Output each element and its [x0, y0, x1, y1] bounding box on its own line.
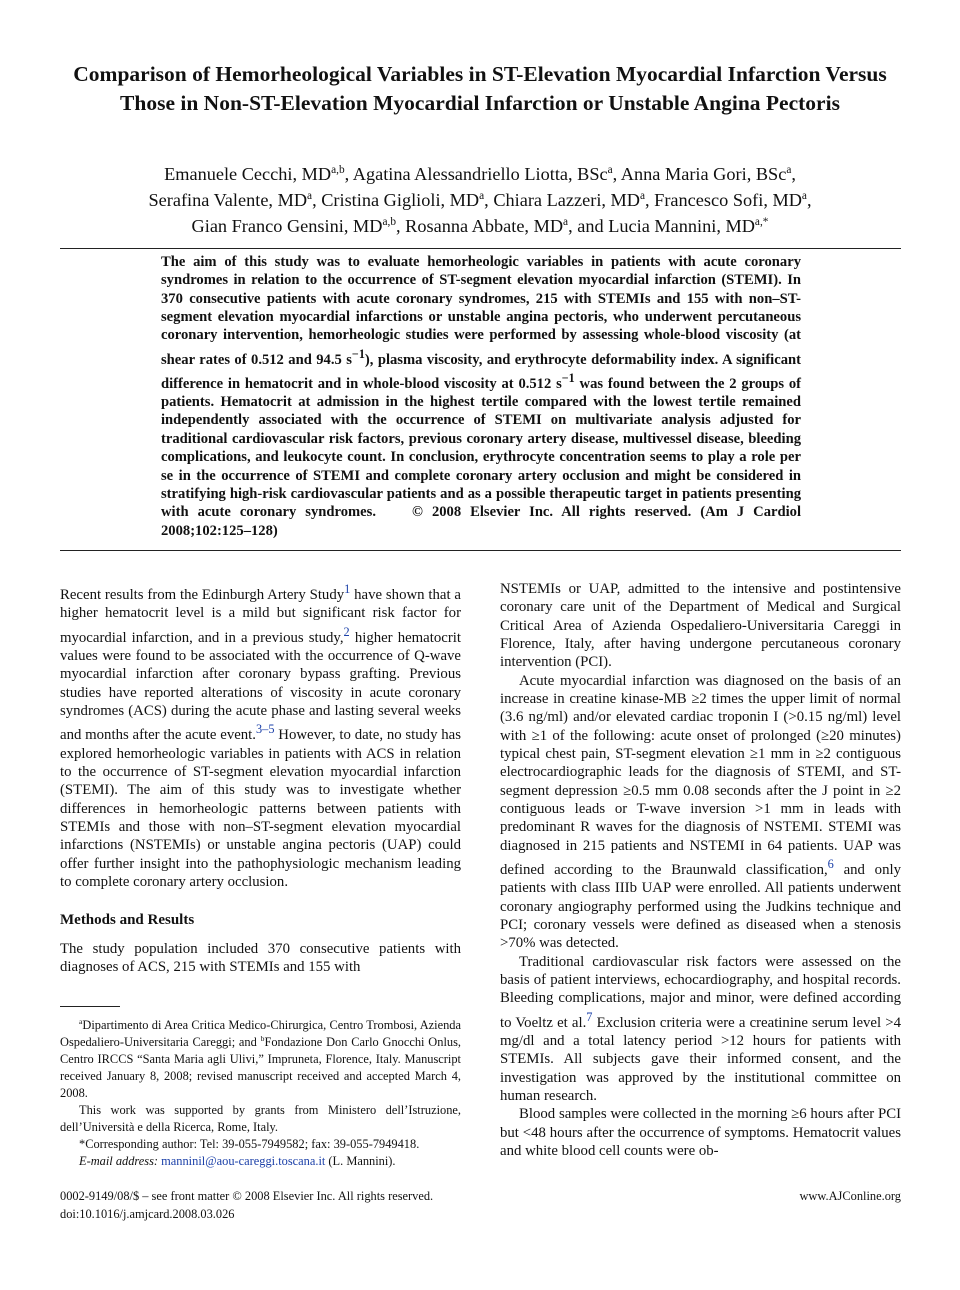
footnotes [60, 1017, 461, 1170]
email-note: E-mail address: manninil@aou-careggi.toscana.it (L. Mannini). [79, 1154, 396, 1168]
reference-link[interactable]: 6 [827, 857, 834, 872]
author: Gian Franco Gensini, MD$^{a,b}$, [191, 215, 406, 236]
doi-line: doi:10.1016/j.amjcard.2008.03.026 [60, 1207, 235, 1221]
author: Chiara Lazzeri, $MD^a$, [493, 189, 655, 210]
corresponding-author-note: *Corresponding author: Tel: 39-055-7949582; fax: 39-055-7949418. [79, 1137, 420, 1151]
author-list [60, 161, 900, 239]
body-paragraph: NSTEMIs or UAP, admitted to the intensive and postintensive coronary care unit of the Department of Medical and Surgical Critical Area of Azienda Ospedaliero-Universitaria Careggi in Florence, Italy, after having undergone percutaneous coronary intervention (PCI). [500, 581, 901, 671]
footer-website[interactable]: www.AJConline.org [799, 1189, 901, 1203]
abstract: The aim of this study was to evaluate hemorheologic variables in patients with acute coronary syndromes in relation to the occurrence of ST-segment elevation myocardial infarction (STEMI). In 370 consecutive patients with acute coronary syndromes, 215 with STEMIs and 155 with non–ST-segment elevation myocardial infarctions or unstable angina pectoris, who underwent percutaneous coronary intervention, hemorheologic studies were performed by assessing whole-blood viscosity (at shear rates of 0.512 and 94.5 $s^{-1}$), plasma viscosity, and erythrocyte deformability index. A significant difference in hematocrit and in whole-blood viscosity at 0.512 $s^{-1}$ was found between the 2 groups of patients. Hematocrit at admission in the highest tertile compared with the lowest tertile remained independently associated with the occurrence of STEMI on multivariate analysis adjusted for traditional cardiovascular risk factors, previous coronary artery disease, multivessel disease, bleeding complications, and leukocyte count. In conclusion, erythrocyte concentration seems to play a role per se in the occurrence of STEMI and complete coronary artery occlusion and might be considered in stratifying high-risk cardiovascular patients and as a possible therapeutic target in patients presenting with acute coronary syndromes. © 2008 Elsevier Inc. All rights reserved. (Am J Cardiol 2008;102:125–128) [161, 254, 801, 539]
reference-link[interactable]: 2 [343, 624, 350, 639]
author: Cristina Giglioli, $MD^a$, [321, 189, 494, 210]
issn-line: 0002-9149/08/$ – see front matter © 2008 Elsevier Inc. All rights reserved. [60, 1189, 434, 1203]
left-column [60, 580, 461, 976]
author: Francesco Sofi, $MD^a$, [654, 189, 812, 210]
reference-link[interactable]: 3–5 [256, 722, 275, 737]
section-heading: Methods and Results [60, 912, 195, 929]
grant-note: This work was supported by grants from Ministero dell’Istruzione, dell’Università e della Ricerca, Rome, Italy. [60, 1103, 461, 1134]
author: Emanuele Cecchi, MD$^{a,b}$, [164, 163, 353, 184]
affiliation-note: $^a$Dipartimento di Area Critica Medico-Chirurgica, Centro Trombosi, Azienda Ospedaliero-Universitaria Careggi; and $^b$Fondazione Don Carlo Gnocchi Onlus, Centro IRCCS “Santa Maria agli Ulivi,” Impruneta, Florence, Italy. Manuscript received January 8, 2008; revised manuscript received and accepted March 4, 2008. [60, 1016, 461, 1100]
reference-link[interactable]: 7 [586, 1009, 593, 1024]
email-link[interactable]: manninil@aou-careggi.toscana.it [161, 1154, 326, 1168]
right-column [500, 580, 901, 1161]
intro-paragraph: Recent results from the Edinburgh Artery Study$^1$ have shown that a higher hematocrit level is a mild but significant risk factor for myocardial infarction, and in a previous study,$^2$ higher hematocrit values were found to be associated with the occurrence of Q-wave myocardial infarction after coronary bypass grafting. Previous studies have reported alterations of viscosity in acute coronary syndromes (ACS) during the acute phase and lasting several weeks and months after the acute event.$^{3-5}$ However, to date, no study has explored hemorheologic variables in patients with ACS in relation to the occurrence of ST-segment elevation myocardial infarction (STEMI). The aim of this study was to investigate whether differences in hemorheologic patterns between patients with STEMIs and those with non–ST-segment elevation myocardial infarctions (NSTEMIs) or unstable angina pectoris (UAP) could offer further insight into the pathophysiologic mechanism leading to complete coronary artery occlusion. [60, 582, 461, 890]
body-paragraph: Blood samples were collected in the morning ≥6 hours after PCI but <48 hours after the occurrence of symptoms. Hematocrit values and white blood cell counts were ob- [500, 1106, 901, 1160]
author: Agatina Alessandriello Liotta, BSc$^a$, [352, 163, 621, 184]
body-paragraph: Acute myocardial infarction was diagnosed on the basis of an increase in creatine kinase-MB ≥2 times the upper limit of normal (3.6 ng/ml) and/or elevated cardiac troponin I (>0.15 ng/ml) level with ≥1 of the following: acute onset of prolonged (≥20 minutes) typical chest pain, ST-segment elevation ≥1 mm in ≥2 contiguous electrocardiographic leads for the diagnosis of STEMI, and ST-segment depression ≥0.5 mm 0.08 seconds after the J point in ≥2 contiguous leads or T-wave inversion >1 mm in leads with predominant R waves for the diagnosis of NSTEMI. STEMI was diagnosed in 215 patients and NSTEMI in 64 patients. UAP was defined according to the Braunwald classification,$^6$ and only patients with class IIIb UAP were enrolled. All patients underwent coronary angiography performed using the Judkins technique and PCI; coronary vessels were defined as diseased when a stenosis >70% was detected. [500, 672, 901, 952]
methods-paragraph: The study population included 370 consecutive patients with diagnoses of ACS, 215 with STEMIs and 155 with [60, 940, 461, 975]
footer-left [60, 1187, 433, 1223]
author: Serafina Valente, $MD^a$, [148, 189, 322, 210]
author: Anna Maria Gori, BSc$^a$, [620, 163, 796, 184]
author: Rosanna Abbate, $MD^a$, and [405, 215, 609, 236]
copyright-line: © 2008 Elsevier Inc. All rights reserved. (Am J Cardiol 2008;102:125–128) [161, 504, 801, 539]
author: Lucia Mannini, $MD^{a,*}$ [608, 215, 769, 236]
footnote-rule [60, 1006, 120, 1007]
body-paragraph: Traditional cardiovascular risk factors were assessed on the basis of patient interviews, echocardiography, and hospital records. Bleeding complications, major and minor, were defined according to Voeltz et al.$^7$ Exclusion criteria were a creatinine serum level >4 mg/dl and a total latency period >12 hours for patients with STEMIs. All subjects gave their informed consent, and the investigation was approved by the institutional committee on human research. [500, 953, 901, 1105]
reference-link[interactable]: 1 [344, 582, 351, 596]
abstract-top-rule [60, 248, 901, 249]
article-title: Comparison of Hemorheological Variables in ST-Elevation Myocardial Infarction Versus Those in Non-ST-Elevation Myocardial Infarction or Unstable Angina Pectoris [73, 62, 887, 115]
abstract-bottom-rule [60, 550, 901, 551]
